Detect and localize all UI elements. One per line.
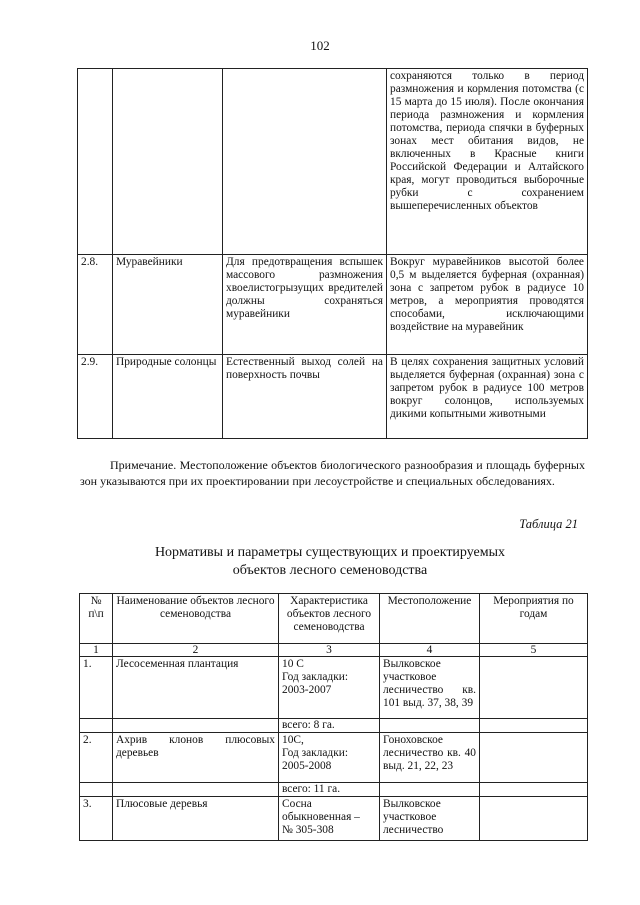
table-total-row: [80, 719, 588, 733]
characteristic-line: 2003-2007: [282, 684, 332, 696]
characteristic-line: Год закладки:: [282, 747, 349, 759]
row-number: 2.9.: [78, 355, 113, 439]
object-name: [113, 69, 223, 255]
object-characteristic: [279, 733, 380, 783]
column-number-row: [80, 644, 588, 657]
characteristic-line: 10С,: [282, 734, 304, 746]
table-note: Примечание. Местоположение объектов биологического разнообразия и площадь буферных зон указываются при их проектировании при лесоустройстве и специальных обследованиях.: [80, 458, 585, 488]
header-cell: № п\п: [80, 594, 113, 644]
object-location: Вылковское участковое лесничество кв. 101 выд. 37, 38, 39: [380, 657, 480, 719]
object-reason: Естественный выход солей на поверхность почвы: [223, 355, 387, 439]
characteristic-line: 2005-2008: [282, 760, 332, 772]
seed-objects-table: [79, 593, 588, 841]
row-number: 2.8.: [78, 255, 113, 355]
page-number: 102: [310, 38, 330, 53]
object-location: Гоноховское лесничество кв. 40 выд. 21, 22, 23: [380, 733, 480, 783]
object-name: Лесосеменная плантация: [113, 657, 279, 719]
object-measures: Вокруг муравейников высотой более 0,5 м выделяется буферная (охранная) зона с запретом рубок в радиусе 10 метров, а мероприятия проводятся способами, исключающими воздействие на муравейник: [387, 255, 588, 355]
table-row: [80, 797, 588, 841]
table-header-row: [80, 594, 588, 644]
header-cell: Наименование объектов лесного семеноводства: [113, 594, 279, 644]
object-measures: [480, 733, 588, 783]
column-number: 4: [380, 644, 480, 657]
table-row: [78, 355, 588, 439]
object-measures: [480, 657, 588, 719]
object-measures: [480, 797, 588, 841]
table-row: [78, 69, 588, 255]
row-number: [78, 69, 113, 255]
row-number: 3.: [80, 797, 113, 841]
table-label: Таблица 21: [519, 517, 578, 531]
table-row: [80, 657, 588, 719]
characteristic-line: Год закладки:: [282, 671, 349, 683]
characteristic-line: обыкновенная –: [282, 811, 360, 823]
row-number: 2.: [80, 733, 113, 783]
characteristic-line: 10 С: [282, 658, 304, 670]
object-location: Вылковское участковое лесничество: [380, 797, 480, 841]
object-reason: [223, 69, 387, 255]
biodiversity-table: [77, 68, 588, 439]
characteristic-line: № 305-308: [282, 824, 334, 836]
table-row: [78, 255, 588, 355]
column-number: 3: [279, 644, 380, 657]
object-measures: В целях сохранения защитных условий выделяется буферная (охранная) зона с запретом рубок в радиусе 100 метров вокруг солонцов, используемых дикими копытными животными: [387, 355, 588, 439]
header-cell: Местоположение: [380, 594, 480, 644]
table-row: [80, 733, 588, 783]
object-name: Ахрив клонов плюсовых деревьев: [113, 733, 279, 783]
object-reason: Для предотвращения вспышек массового размножения хвоелистогрызущих вредителей должны сохраняться муравейники: [223, 255, 387, 355]
table-title: [60, 544, 600, 580]
object-name: Природные солонцы: [113, 355, 223, 439]
row-number: 1.: [80, 657, 113, 719]
header-cell: Мероприятия по годам: [480, 594, 588, 644]
table-total-row: [80, 783, 588, 797]
object-name: Плюсовые деревья: [113, 797, 279, 841]
header-cell: Характеристика объектов лесного семеноводства: [279, 594, 380, 644]
object-characteristic: [279, 797, 380, 841]
column-number: 1: [80, 644, 113, 657]
object-name: Муравейники: [113, 255, 223, 355]
characteristic-line: Сосна: [282, 798, 312, 810]
object-characteristic: [279, 657, 380, 719]
column-number: 5: [480, 644, 588, 657]
column-number: 2: [113, 644, 279, 657]
area-total: всего: 11 га.: [279, 783, 380, 797]
table-title-line: объектов лесного семеноводства: [232, 563, 428, 578]
object-measures: сохраняются только в период размножения и кормления потомства (с 15 марта до 15 июля). После окончания периода размножения и кормления потомства, периода спячки в буферных зонах мест обитания видов, не включенных в Красные книги Российской Федерации и Алтайского края, могут проводиться выборочные рубки с сохранением вышеперечисленных объектов: [387, 69, 588, 255]
table-title-line: Нормативы и параметры существующих и проектируемых: [154, 545, 506, 560]
area-total: всего: 8 га.: [279, 719, 380, 733]
